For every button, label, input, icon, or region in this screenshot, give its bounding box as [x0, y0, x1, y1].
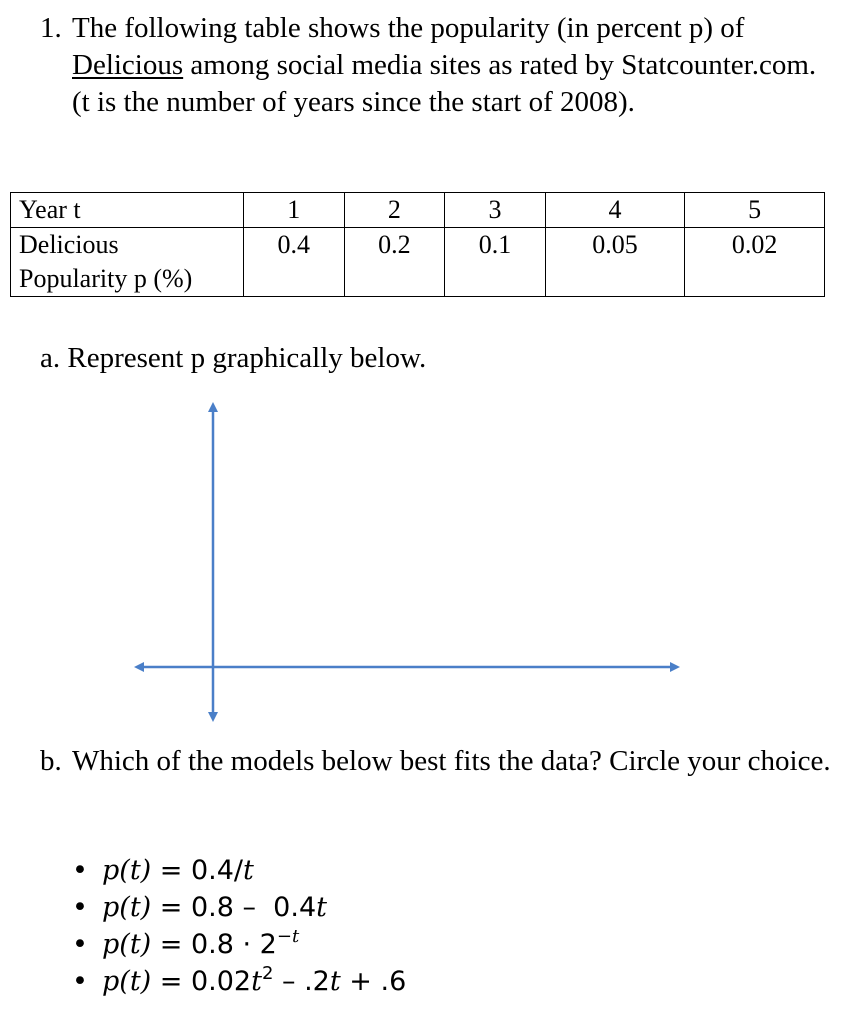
model-rhs: = 0.8 – 0.4 [151, 892, 317, 923]
model-exponent: −t [276, 926, 300, 947]
model-option-4 [72, 963, 406, 1000]
part-b-text: Which of the models below best fits the data? Circle your choice. [72, 745, 831, 777]
model-option-2 [72, 889, 406, 926]
table-cell-popularity: 0.4 [244, 228, 345, 297]
y-axis-arrow-up-icon [208, 402, 218, 412]
x-axis-arrow-left-icon [134, 662, 144, 672]
table-cell-year: 2 [344, 193, 445, 228]
bullet-icon: • [72, 929, 88, 960]
model-var: t [251, 966, 262, 997]
model-rhs: = 0.02 [151, 966, 252, 997]
model-exponent: 2 [261, 963, 274, 984]
part-a-prompt: a. Represent p graphically below. [40, 342, 427, 374]
table-cell-year: 1 [244, 193, 345, 228]
model-lhs: p(t) [102, 966, 152, 997]
model-list [72, 852, 406, 1000]
bullet-icon: • [72, 855, 88, 886]
bullet-icon: • [72, 966, 88, 997]
model-rhs: = 0.8 · 2 [151, 929, 277, 960]
question-text-part: The following table shows the popularity (in percent p) of [72, 12, 745, 44]
model-var: t [243, 855, 254, 886]
part-b-number: b. [40, 745, 62, 777]
model-lhs: p(t) [102, 892, 152, 923]
model-term: – .2 [273, 966, 330, 997]
table-cell-year: 5 [685, 193, 825, 228]
table-cell-year: 3 [445, 193, 546, 228]
model-var: t [329, 966, 341, 997]
model-term: + .6 [340, 966, 407, 997]
y-axis-arrow-down-icon [208, 712, 218, 722]
table-cell-year: 4 [545, 193, 685, 228]
model-rhs: = 0.4/ [151, 855, 244, 886]
x-axis-arrow-right-icon [670, 662, 680, 672]
model-lhs: p(t) [102, 929, 152, 960]
delicious-underlined: Delicious [72, 49, 184, 81]
model-lhs: p(t) [102, 855, 152, 886]
table-cell-popularity: 0.2 [344, 228, 445, 297]
model-var: t [316, 892, 327, 923]
table-cell-popularity: 0.05 [545, 228, 685, 297]
bullet-icon: • [72, 892, 88, 923]
table-cell-year-header: Year t [11, 193, 244, 228]
popularity-header-line1: Delicious [19, 230, 119, 259]
question-number: 1. [40, 12, 62, 44]
model-option-1 [72, 852, 406, 889]
part-b [40, 742, 840, 780]
question-text-part: among social media sites as rated by Statcounter.com. (t is the number of years since the start of 2008). [72, 49, 817, 118]
table-cell-popularity: 0.1 [445, 228, 546, 297]
model-option-3 [72, 926, 406, 963]
table-cell-popularity: 0.02 [685, 228, 825, 297]
popularity-header-line2: Popularity p (%) [19, 264, 193, 293]
